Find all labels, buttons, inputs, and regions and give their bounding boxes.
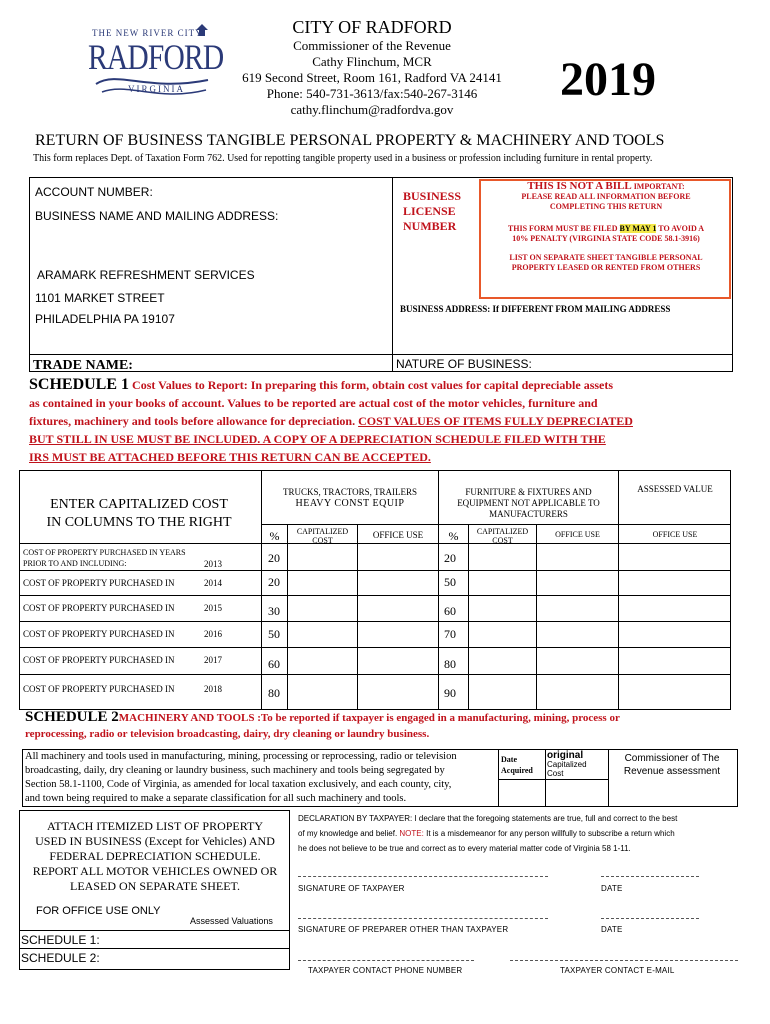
assessed-office-use-header: OFFICE USE	[652, 530, 698, 539]
office-info	[222, 16, 522, 118]
row-label-2017: COST OF PROPERTY PURCHASED IN	[23, 655, 175, 665]
schedule1-text: SCHEDULE 1 Cost Values to Report: In preparing this form, obtain cost values for capital depreciable assets as contained in your books of account. Values to be reported are actual cost of the motor vehicles, furniture and fixtures, machinery and tools before allowance for depreciation. COST VALUES OF ITEMS FULLY DEPRECIATED BUT STILL IN USE MUST BE INCLUDED. A COPY OF A DEPRECIATION SCHEDULE FILED WITH THE IRS MUST BE ATTACHED BEFORE THIS RETURN CAN BE ACCEPTED.	[29, 376, 633, 464]
row-year: 2016	[204, 629, 222, 639]
declaration-text: DECLARATION BY TAXPAYER: I declare that the foregoing statements are true, full and correct to the best of my knowledge and belief. NOTE: It is a misdemeanor for any person willfully to subscribe a return which he does not believe to be true and correct as to every material matter code of Virginia 58 1-11.	[298, 814, 678, 853]
business-name-label: BUSINESS NAME AND MAILING ADDRESS:	[35, 209, 279, 223]
taxpayer-signature-line[interactable]	[298, 876, 548, 877]
furn-pct: 70	[444, 627, 456, 641]
furn-office-use-header: OFFICE USE	[555, 530, 600, 539]
phone-line[interactable]	[298, 960, 474, 961]
truck-pct: 50	[268, 627, 280, 641]
preparer-signature-label: SIGNATURE OF PREPARER OTHER THAN TAXPAYER	[298, 925, 509, 934]
commissioner-name: Cathy Flinchum, MCR	[312, 54, 432, 69]
trucks-header: TRUCKS, TRACTORS, TRAILERS HEAVY CONST EQUIP	[282, 487, 418, 509]
row-label-2014: COST OF PROPERTY PURCHASED IN	[23, 578, 175, 588]
assessed-value-header: ASSESSED VALUE	[637, 484, 713, 494]
city-state-value[interactable]: PHILADELPHIA PA 19107	[35, 312, 175, 326]
row-label-2016: COST OF PROPERTY PURCHASED IN	[23, 629, 175, 639]
taxpayer-signature-label: SIGNATURE OF TAXPAYER	[298, 884, 405, 893]
contact-phone-label: TAXPAYER CONTACT PHONE NUMBER	[308, 966, 463, 975]
furn-pct-header: %	[448, 529, 459, 543]
row-year: 2014	[204, 578, 222, 588]
office-use-only-label: FOR OFFICE USE ONLY	[36, 905, 161, 917]
schedule2-heading: SCHEDULE 2	[25, 709, 119, 725]
attach-instructions: ATTACH ITEMIZED LIST OF PROPERTY USED IN BUSINESS (Except for Vehicles) AND FEDERAL DEPRECIATION SCHEDULE. REPORT ALL MOTOR VEHICLES OWNED OR LEASED ON SEPARATE SHEET.	[32, 819, 278, 893]
schedule2-paragraph: All machinery and tools used in manufacturing, mining, processing or reprocessing, radio or television broadcasting, daily, dry cleaning or laundry business, such machinery and tools being segregated by Section 58.1-1100, Code of Virginia, as amended for local taxation exclusively, and each county, city, and town being required to make a separate classification for all such machinery and tools.	[25, 751, 457, 804]
truck-pct-header: %	[269, 529, 280, 543]
furniture-header: FURNITURE & FIXTURES AND EQUIPMENT NOT APPLICABLE TO MANUFACTURERS	[457, 487, 600, 519]
business-name-value[interactable]: ARAMARK REFRESHMENT SERVICES	[37, 268, 255, 282]
preparer-date-label: DATE	[601, 925, 623, 934]
logo-top-text: THE NEW RIVER CITY	[92, 28, 203, 38]
furn-pct: 50	[444, 575, 456, 589]
date-acquired-header: Date Acquired	[501, 755, 533, 775]
commissioner-assessment-header: Commissioner of The Revenue assessment	[623, 753, 721, 777]
license-label: BUSINESS LICENSE NUMBER	[403, 189, 462, 233]
radford-logo	[88, 22, 224, 108]
truck-cap-cost-header: CAPITALIZED COST	[296, 527, 349, 545]
truck-pct: 20	[268, 551, 280, 565]
logo-state-text: VIRGINIA	[128, 84, 185, 94]
nature-of-business-label: NATURE OF BUSINESS:	[396, 357, 532, 371]
taxpayer-date-label: DATE	[601, 884, 623, 893]
row-year: 2017	[204, 655, 222, 665]
schedule2-text: SCHEDULE 2MACHINERY AND TOOLS :To be reported if taxpayer is engaged in a manufacturing, mining, process or reprocessing, radio or television broadcasting, dairy, dry cleaning or laundry business.	[25, 709, 620, 740]
tax-year: 2019	[560, 53, 656, 106]
assessed-valuations-label: Assessed Valuations	[190, 916, 273, 926]
notice-text: THIS IS NOT A BILL IMPORTANT: PLEASE READ ALL INFORMATION BEFORE COMPLETING THIS RETURN THIS FORM MUST BE FILED BY MAY 1 TO AVOID A 10% PENALTY (VIRGINIA STATE CODE 58.1-3916) LIST ON SEPARATE SHEET TANGIBLE PERSONAL PROPERTY LEASED OR RENTED FROM OTHERS	[507, 180, 705, 272]
schedule2-valuation-label: SCHEDULE 2:	[21, 951, 100, 965]
row-label-2013: COST OF PROPERTY PURCHASED IN YEARS PRIOR TO AND INCLUDING:	[23, 548, 186, 568]
office-phone: Phone: 540-731-3613/fax:540-267-3146	[266, 86, 478, 101]
row-year: 2013	[204, 559, 222, 569]
business-address-label: BUSINESS ADDRESS: If DIFFERENT FROM MAILING ADDRESS	[400, 304, 671, 314]
preparer-signature-line[interactable]	[298, 918, 548, 919]
furn-pct: 80	[444, 657, 456, 671]
email-line[interactable]	[510, 960, 738, 961]
original-cost-header: original Capitalized Cost	[547, 750, 587, 778]
furn-cap-cost-header: CAPITALIZED COST	[476, 527, 529, 545]
contact-email-label: TAXPAYER CONTACT E-MAIL	[560, 966, 675, 975]
row-year: 2018	[204, 684, 222, 694]
taxpayer-date-line[interactable]	[601, 876, 699, 877]
truck-pct: 30	[268, 604, 280, 618]
preparer-date-line[interactable]	[601, 918, 699, 919]
office-email: cathy.flinchum@radfordva.gov	[290, 102, 454, 117]
row-label-2018: COST OF PROPERTY PURCHASED IN	[23, 684, 175, 694]
row-label-2015: COST OF PROPERTY PURCHASED IN	[23, 603, 175, 613]
truck-pct: 60	[268, 657, 280, 671]
form-subtitle: This form replaces Dept. of Taxation Form 762. Used for repotting tangible property used in a business or profession including furniture in rental property.	[33, 153, 653, 164]
schedule1-heading: SCHEDULE 1	[29, 376, 130, 393]
truck-pct: 20	[268, 575, 280, 589]
schedule1-valuation-label: SCHEDULE 1:	[21, 933, 100, 947]
form-title: RETURN OF BUSINESS TANGIBLE PERSONAL PROPERTY & MACHINERY AND TOOLS	[35, 132, 665, 149]
row-year: 2015	[204, 603, 222, 613]
truck-office-use-header: OFFICE USE	[372, 530, 424, 540]
truck-pct: 80	[268, 686, 280, 700]
furn-pct: 20	[444, 551, 456, 565]
trade-name-label: TRADE NAME:	[33, 358, 133, 373]
furn-pct: 60	[444, 604, 456, 618]
logo-main-text: RADFORD	[88, 37, 224, 77]
furn-pct: 90	[444, 686, 456, 700]
account-number-label: ACCOUNT NUMBER:	[35, 185, 153, 199]
city-name: CITY OF RADFORD	[292, 17, 452, 37]
office-title: Commissioner of the Revenue	[293, 38, 451, 53]
office-address: 619 Second Street, Room 161, Radford VA 24141	[242, 70, 502, 85]
enter-cost-label: ENTER CAPITALIZED COST IN COLUMNS TO THE RIGHT	[46, 497, 232, 530]
street-value[interactable]: 1101 MARKET STREET	[35, 291, 165, 305]
